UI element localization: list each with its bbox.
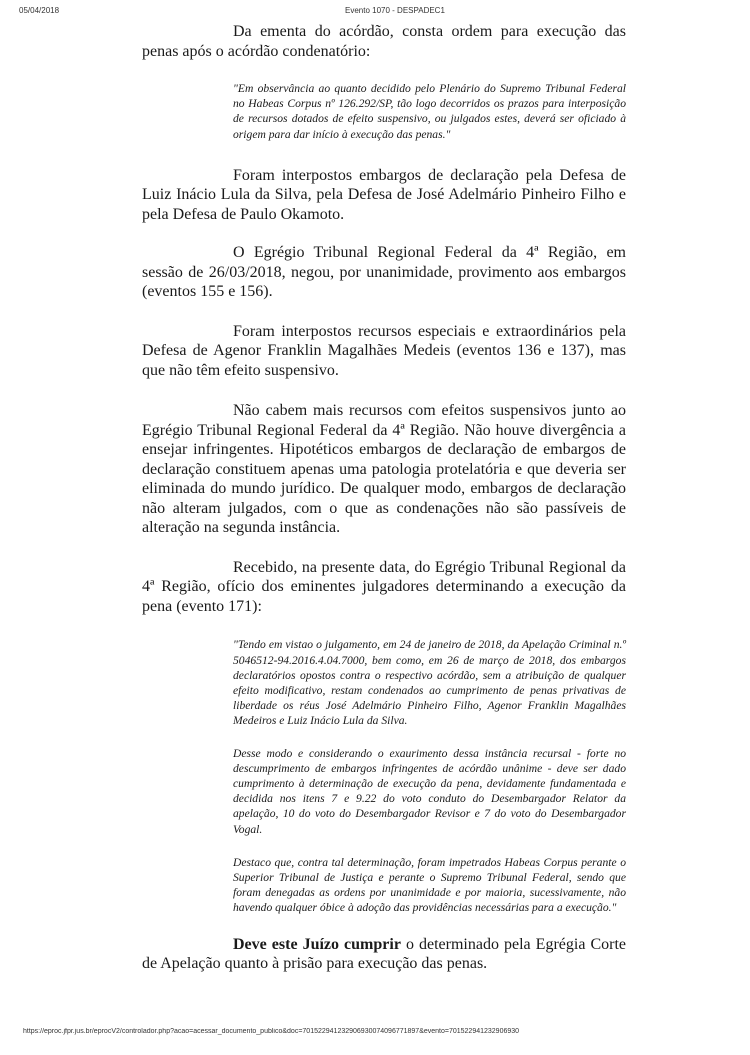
document-url-link[interactable]: https://eproc.jfpr.jus.br/eprocV2/controlador.php?acao=acessar_documento_publico&doc=701522941232906930074096771897&evento=701522941232906930: [23, 1028, 520, 1035]
paragraph-embargos: Foram interpostos embargos de declaração pela Defesa de Luiz Inácio Lula da Silva, pela Defesa de José Adelmário Pinheiro Filho e pela Defesa de Paulo Okamoto.: [142, 166, 626, 223]
print-footer: [23, 1028, 750, 1035]
paragraph-recursos-especiais: Foram interpostos recursos especiais e extraordinários pela Defesa de Agenor Franklin Magalhães Medeis (eventos 136 e 137), mas que não têm efeito suspensivo.: [142, 322, 626, 379]
print-event-title: Evento 1070 - DESPADEC1: [345, 6, 445, 15]
quote-oficio-part-3: Destaco que, contra tal determinação, foram impetrados Habeas Corpus perante o Superior Tribunal de Justiça e perante o Supremo Tribunal Federal, sendo que foram denegadas as ordens por unanimidade e por maioria, sucessivamente, não havendo qualquer óbice à adoção das providências necessárias para a execução.": [233, 855, 626, 915]
quote-ementa: "Em observância ao quanto decidido pelo Plenário do Supremo Tribunal Federal no Habeas Corpus nº 126.292/SP, tão logo decorridos os prazos para interposição de recursos dotados de efeito suspensivo, ou julgados estes, deverá ser oficiado à origem para dar início à execução das penas.": [233, 82, 626, 141]
quote-oficio-part-2: Desse modo e considerando o exaurimento dessa instância recursal - forte no descumprimento de embargos infringentes de acórdão unânime - deve ser dado cumprimento à determinação de execução da pena, devidamente fundamentada e decidida nos itens 7 e 9.22 do voto conduto do Desembargador Relator da apelação, 10 do voto do Desembargador Revisor e 7 do voto do Desembargador Vogal.: [233, 746, 626, 836]
print-date: 05/04/2018: [19, 6, 60, 15]
paragraph-nao-cabem-recursos: Não cabem mais recursos com efeitos suspensivos junto ao Egrégio Tribunal Regional Federal da 4ª Região. Não houve divergência a ensejar infringentes. Hipotéticos embargos de declaração de embargos de declaração constituem apenas uma patologia protelatória e que deveria ser eliminada do mundo jurídico. De qualquer modo, embargos de declaração não alteram julgados, com o que as condenações não são passíveis de alteração na segunda instância.: [142, 402, 626, 537]
paragraph-conclusion: [142, 935, 626, 974]
print-header: [0, 4, 750, 18]
conclusion-bold-lead: Deve este Juízo cumprir: [233, 935, 401, 953]
document-page: [142, 22, 626, 974]
paragraph-trf4-session: O Egrégio Tribunal Regional Federal da 4ª Região, em sessão de 26/03/2018, negou, por unanimidade, provimento aos embargos (eventos 155 e 156).: [142, 244, 626, 301]
paragraph-oficio: Recebido, na presente data, do Egrégio Tribunal Regional da 4ª Região, ofício dos eminentes julgadores determinando a execução da pena (evento 171):: [142, 558, 626, 615]
quote-oficio-part-1: "Tendo em vistao o julgamento, em 24 de janeiro de 2018, da Apelação Criminal n.º 5046512-94.2016.4.04.7000, bem como, em 26 de março de 2018, dos embargos declaratórios opostos contra o respectivo acórdão, sem a atribuição de qualquer efeito modificativo, restam condenados ao cumprimento de penas privativas de liberdade os réus José Adelmário Pinheiro Filho, Agenor Franklin Magalhães Medeiros e Luiz Inácio Lula da Silva.: [233, 638, 626, 728]
paragraph-ementa: Da ementa do acórdão, consta ordem para execução das penas após o acórdão condenatório:: [142, 23, 626, 60]
conclusion-text: o determinado pela Egrégia Corte de Apelação quanto à prisão para execução das penas.: [142, 935, 626, 973]
